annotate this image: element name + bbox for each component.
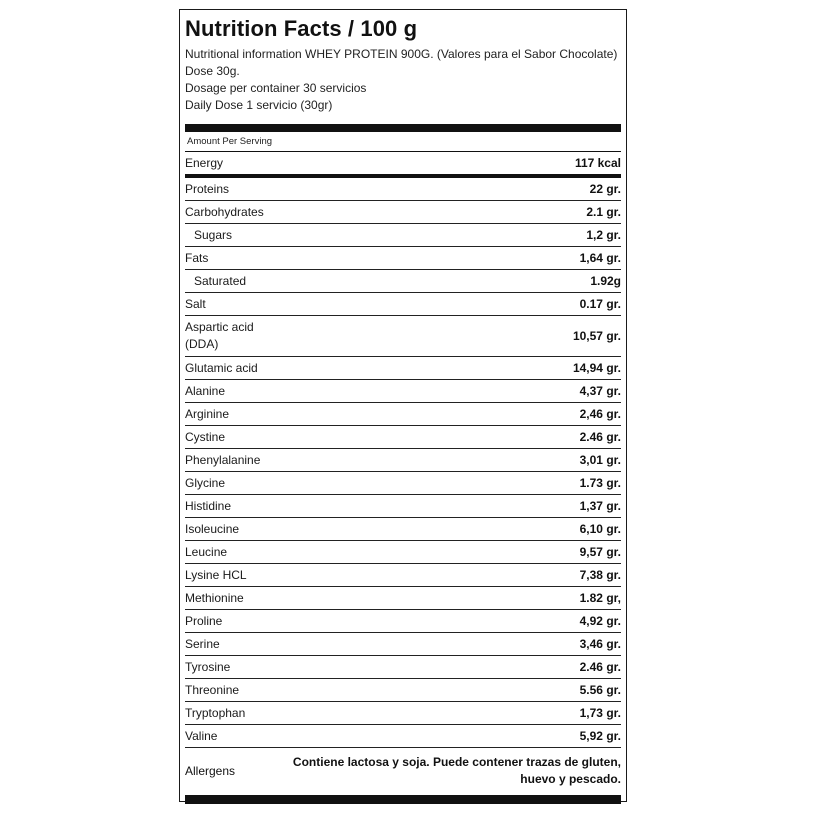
nutrient-label: Carbohydrates <box>185 205 264 219</box>
nutrient-value: 1.73 gr. <box>579 476 621 490</box>
nutrient-value: 4,37 gr. <box>579 384 621 398</box>
table-row <box>185 495 621 518</box>
nutrient-label: Salt <box>185 297 206 311</box>
nutrient-label <box>185 319 254 353</box>
nutrient-label: Proteins <box>185 182 230 196</box>
nutrient-table <box>185 178 621 748</box>
page-title: Nutrition Facts / 100 g <box>185 16 418 41</box>
nutrient-value: 0.17 gr. <box>579 297 621 311</box>
table-row <box>185 633 621 656</box>
info-line: Nutritional information WHEY PROTEIN 900G. (Valores para el Sabor Chocolate) <box>185 47 618 61</box>
nutrient-value: 4,92 gr. <box>579 614 621 628</box>
nutrient-value: 22 gr. <box>589 182 621 196</box>
energy-value: 117 kcal <box>574 156 621 170</box>
nutrient-label-line: (DDA) <box>185 337 219 351</box>
nutrient-value: 1,64 gr. <box>579 251 621 265</box>
nutrient-value: 6,10 gr. <box>579 522 621 536</box>
table-row <box>185 472 621 495</box>
nutrient-value: 2,46 gr. <box>579 407 621 421</box>
table-row <box>185 449 621 472</box>
nutrient-label: Leucine <box>185 545 228 559</box>
table-row <box>185 587 621 610</box>
table-row <box>185 426 621 449</box>
product-info <box>185 46 621 114</box>
info-line: Dosage per container 30 servicios <box>185 81 367 95</box>
allergens-value: Contiene lactosa y soja. Puede contener trazas de gluten, huevo y pescado. <box>292 755 621 786</box>
nutrient-label: Isoleucine <box>185 522 240 536</box>
table-row <box>185 316 621 357</box>
table-row <box>185 201 621 224</box>
nutrient-label: Threonine <box>185 683 240 697</box>
nutrient-label: Fats <box>185 251 209 265</box>
table-row <box>185 679 621 702</box>
info-line: Daily Dose 1 servicio (30gr) <box>185 98 333 112</box>
table-row <box>185 656 621 679</box>
nutrition-facts-panel <box>179 9 627 802</box>
nutrient-label: Sugars <box>194 228 233 242</box>
divider-thick <box>185 124 621 132</box>
divider-thick-bottom <box>185 795 621 804</box>
energy-row <box>185 152 621 174</box>
nutrient-value: 1,73 gr. <box>579 706 621 720</box>
nutrient-label: Tyrosine <box>185 660 231 674</box>
table-row <box>185 247 621 270</box>
nutrient-value: 1.82 gr, <box>579 591 621 605</box>
nutrient-label: Phenylalanine <box>185 453 261 467</box>
nutrient-label: Glutamic acid <box>185 361 258 375</box>
nutrient-value: 3,01 gr. <box>579 453 621 467</box>
nutrient-label: Proline <box>185 614 223 628</box>
nutrient-label: Serine <box>185 637 220 651</box>
nutrient-label: Alanine <box>185 384 226 398</box>
nutrient-value: 14,94 gr. <box>572 361 621 375</box>
nutrient-label: Methionine <box>185 591 244 605</box>
nutrient-value: 9,57 gr. <box>579 545 621 559</box>
table-row <box>185 293 621 316</box>
nutrient-label: Tryptophan <box>185 706 246 720</box>
energy-label: Energy <box>185 156 224 170</box>
nutrient-value: 10,57 gr. <box>572 329 621 343</box>
table-row <box>185 357 621 380</box>
nutrient-label: Histidine <box>185 499 232 513</box>
table-row <box>185 224 621 247</box>
nutrient-value: 2.46 gr. <box>579 430 621 444</box>
table-row <box>185 541 621 564</box>
amount-per-serving-label: Amount Per Serving <box>187 136 273 147</box>
table-row <box>185 403 621 426</box>
nutrient-value: 1.92g <box>590 274 621 288</box>
nutrient-value: 7,38 gr. <box>579 568 621 582</box>
table-row <box>185 270 621 293</box>
nutrient-label-line: Aspartic acid <box>185 320 254 334</box>
table-row <box>185 702 621 725</box>
nutrient-label: Lysine HCL <box>185 568 247 582</box>
nutrient-label: Cystine <box>185 430 226 444</box>
table-row <box>185 725 621 748</box>
nutrient-value: 2.1 gr. <box>586 205 621 219</box>
nutrient-value: 5,92 gr. <box>579 729 621 743</box>
nutrient-value: 1,37 gr. <box>579 499 621 513</box>
table-row <box>185 610 621 633</box>
allergens-row <box>185 748 621 794</box>
allergens-label: Allergens <box>185 764 236 778</box>
nutrient-value: 2.46 gr. <box>579 660 621 674</box>
nutrient-label: Saturated <box>194 274 247 288</box>
info-line: Dose 30g. <box>185 64 240 78</box>
nutrient-value: 3,46 gr. <box>579 637 621 651</box>
table-row <box>185 178 621 201</box>
nutrient-value: 5.56 gr. <box>579 683 621 697</box>
nutrient-value: 1,2 gr. <box>586 228 621 242</box>
table-row <box>185 518 621 541</box>
nutrient-label: Arginine <box>185 407 230 421</box>
table-row <box>185 380 621 403</box>
nutrient-label: Glycine <box>185 476 226 490</box>
table-row <box>185 564 621 587</box>
nutrient-label: Valine <box>185 729 218 743</box>
